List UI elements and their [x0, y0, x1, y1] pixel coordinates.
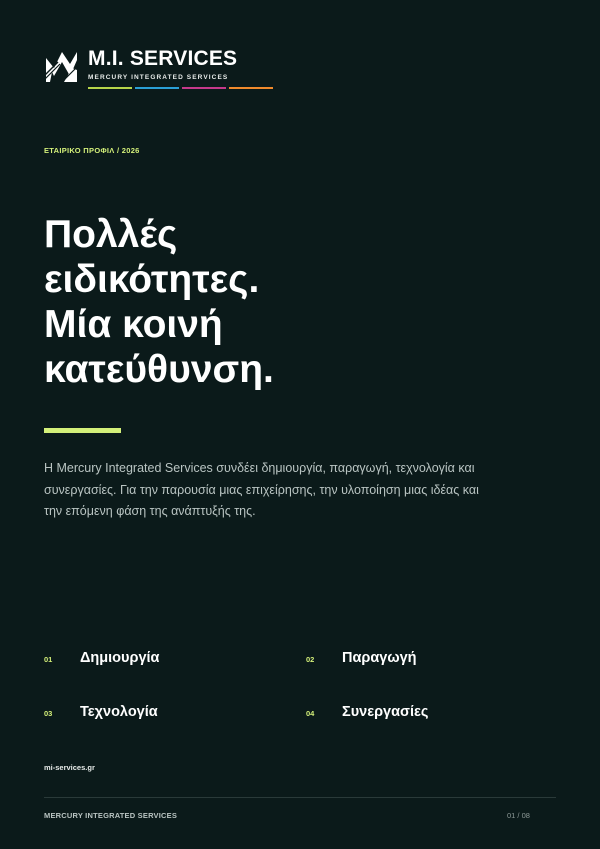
brand-bar-1 [88, 87, 132, 89]
footer-page-number: 01 / 08 [507, 811, 530, 820]
service-label: Συνεργασίες [342, 704, 429, 720]
service-number: 04 [306, 709, 315, 718]
headline-line-1: Πολλές [44, 213, 178, 256]
brand-name: M.I. SERVICES [88, 47, 238, 70]
brand-bar-4 [229, 87, 273, 89]
service-label: Παραγωγή [342, 650, 417, 666]
service-label: Δημιουργία [80, 650, 160, 666]
service-item-partnerships [306, 704, 428, 720]
services-grid [44, 644, 504, 734]
service-number: 02 [306, 655, 315, 664]
brand-color-bars [88, 87, 273, 89]
mi-logo-icon [44, 46, 80, 84]
headline-line-4: κατεύθυνση. [44, 348, 274, 391]
brand-subtitle: MERCURY INTEGRATED SERVICES [88, 74, 229, 81]
service-item-creation [44, 650, 159, 666]
service-number: 01 [44, 655, 53, 664]
service-label: Τεχνολογία [80, 704, 158, 720]
brand-logo [44, 46, 273, 89]
service-item-production [306, 650, 417, 666]
footer-divider [44, 797, 556, 798]
headline-line-2: ειδικότητες. [44, 258, 260, 301]
headline-line-3: Μία κοινή [44, 303, 223, 346]
service-item-technology [44, 704, 158, 720]
accent-divider [44, 428, 121, 433]
brand-bar-3 [182, 87, 226, 89]
brand-bar-2 [135, 87, 179, 89]
website-link[interactable]: mi-services.gr [44, 763, 95, 772]
intro-paragraph: Η Mercury Integrated Services συνδέει δημιουργία, παραγωγή, τεχνολογία και συνεργασίες. Για την παρουσία μιας επιχείρησης, την υλοποίηση μιας ιδέας και την επόμενη φάση της ανάπτυξής της. [44, 461, 479, 518]
footer-company: MERCURY INTEGRATED SERVICES [44, 811, 178, 820]
page-headline [44, 212, 464, 392]
document-eyebrow: ΕΤΑΙΡΙΚΟ ΠΡΟΦΙΛ / 2026 [44, 146, 140, 155]
service-number: 03 [44, 709, 53, 718]
